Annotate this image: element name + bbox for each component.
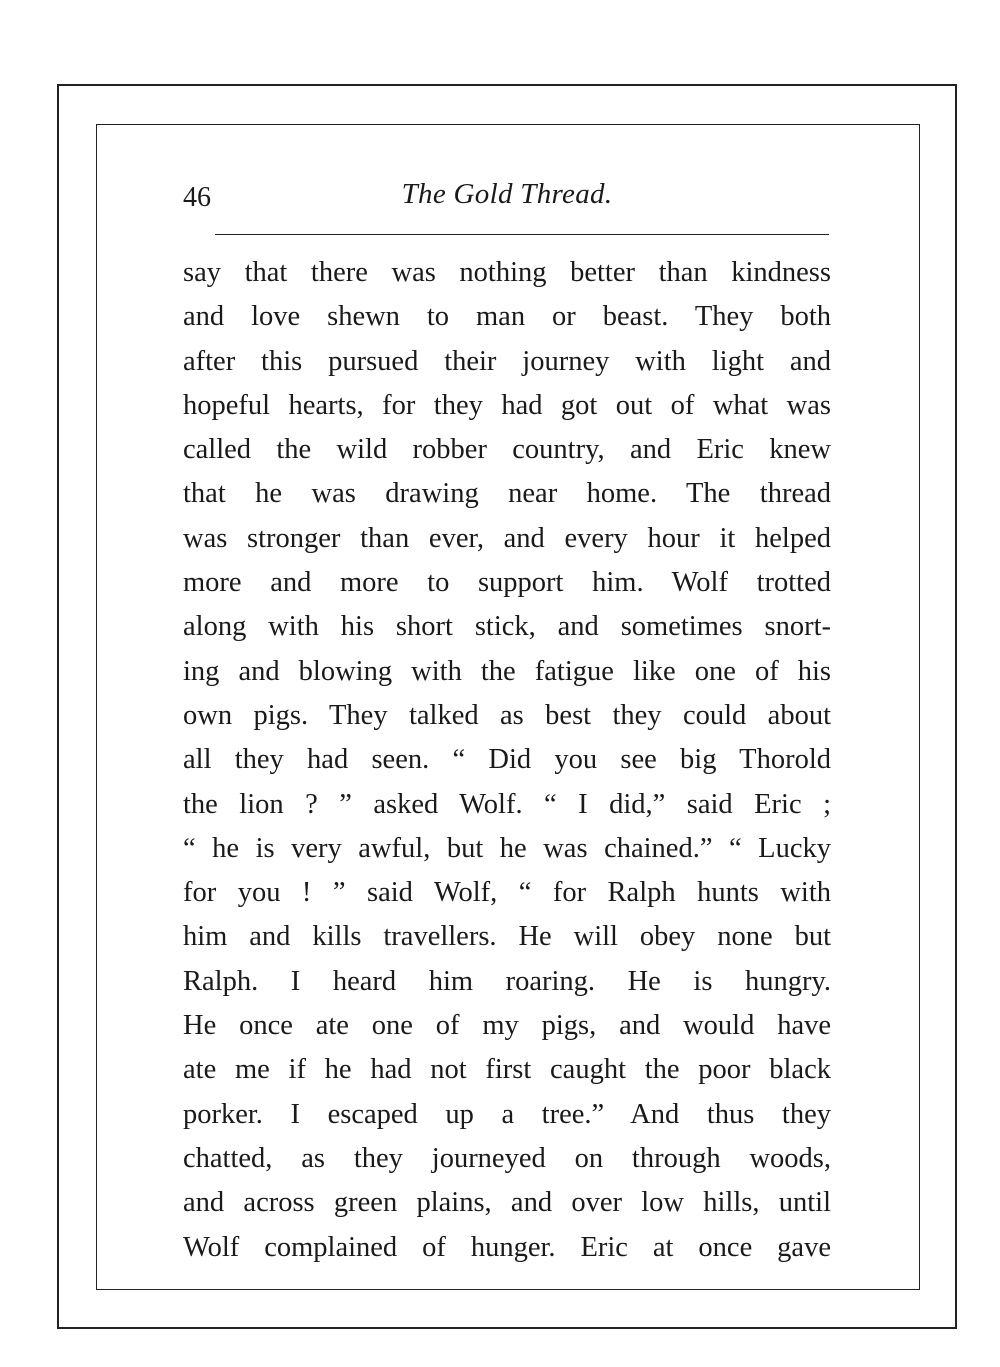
text-line: called the wild robber country, and Eric knew: [183, 434, 831, 466]
text-line: hopeful hearts, for they had got out of what was: [183, 389, 831, 421]
text-line: say that there was nothing better than kindness: [183, 257, 831, 288]
text-line: Ralph. I heard him roaring. He is hungry.: [183, 965, 831, 997]
text-line: for you ! ” said Wolf, “ for Ralph hunts with: [183, 877, 831, 909]
text-line: Wolf complained of hunger. Eric at once gave: [183, 1231, 831, 1263]
header-rule: [215, 234, 829, 235]
text-line: along with his short stick, and sometimes snort-: [183, 611, 831, 643]
text-line: was stronger than ever, and every hour it helped: [183, 522, 831, 554]
text-line: porker. I escaped up a tree.” And thus they: [183, 1098, 831, 1130]
text-line: and love shewn to man or beast. They both: [183, 301, 831, 333]
text-line: him and kills travellers. He will obey none but: [183, 921, 831, 953]
text-line: ing and blowing with the fatigue like one of his: [183, 655, 831, 687]
running-head: [183, 178, 831, 222]
text-line: ate me if he had not first caught the poor black: [183, 1054, 831, 1086]
book-title: The Gold Thread.: [401, 178, 613, 210]
text-line: He once ate one of my pigs, and would have: [183, 1010, 831, 1042]
text-line: after this pursued their journey with light and: [183, 345, 831, 377]
text-line: all they had seen. “ Did you see big Thorold: [183, 744, 831, 776]
text-line: the lion ? ” asked Wolf. “ I did,” said Eric ;: [183, 788, 831, 820]
text-line: more and more to support him. Wolf trotted: [183, 567, 831, 599]
text-line: chatted, as they journeyed on through woods,: [183, 1142, 831, 1174]
text-line: that he was drawing near home. The thread: [183, 478, 831, 510]
body-text: [183, 251, 831, 1270]
text-line: and across green plains, and over low hills, until: [183, 1187, 831, 1219]
text-line: “ he is very awful, but he was chained.” “ Lucky: [183, 832, 831, 864]
text-line: own pigs. They talked as best they could about: [183, 699, 831, 731]
page-number: 46: [183, 182, 211, 213]
